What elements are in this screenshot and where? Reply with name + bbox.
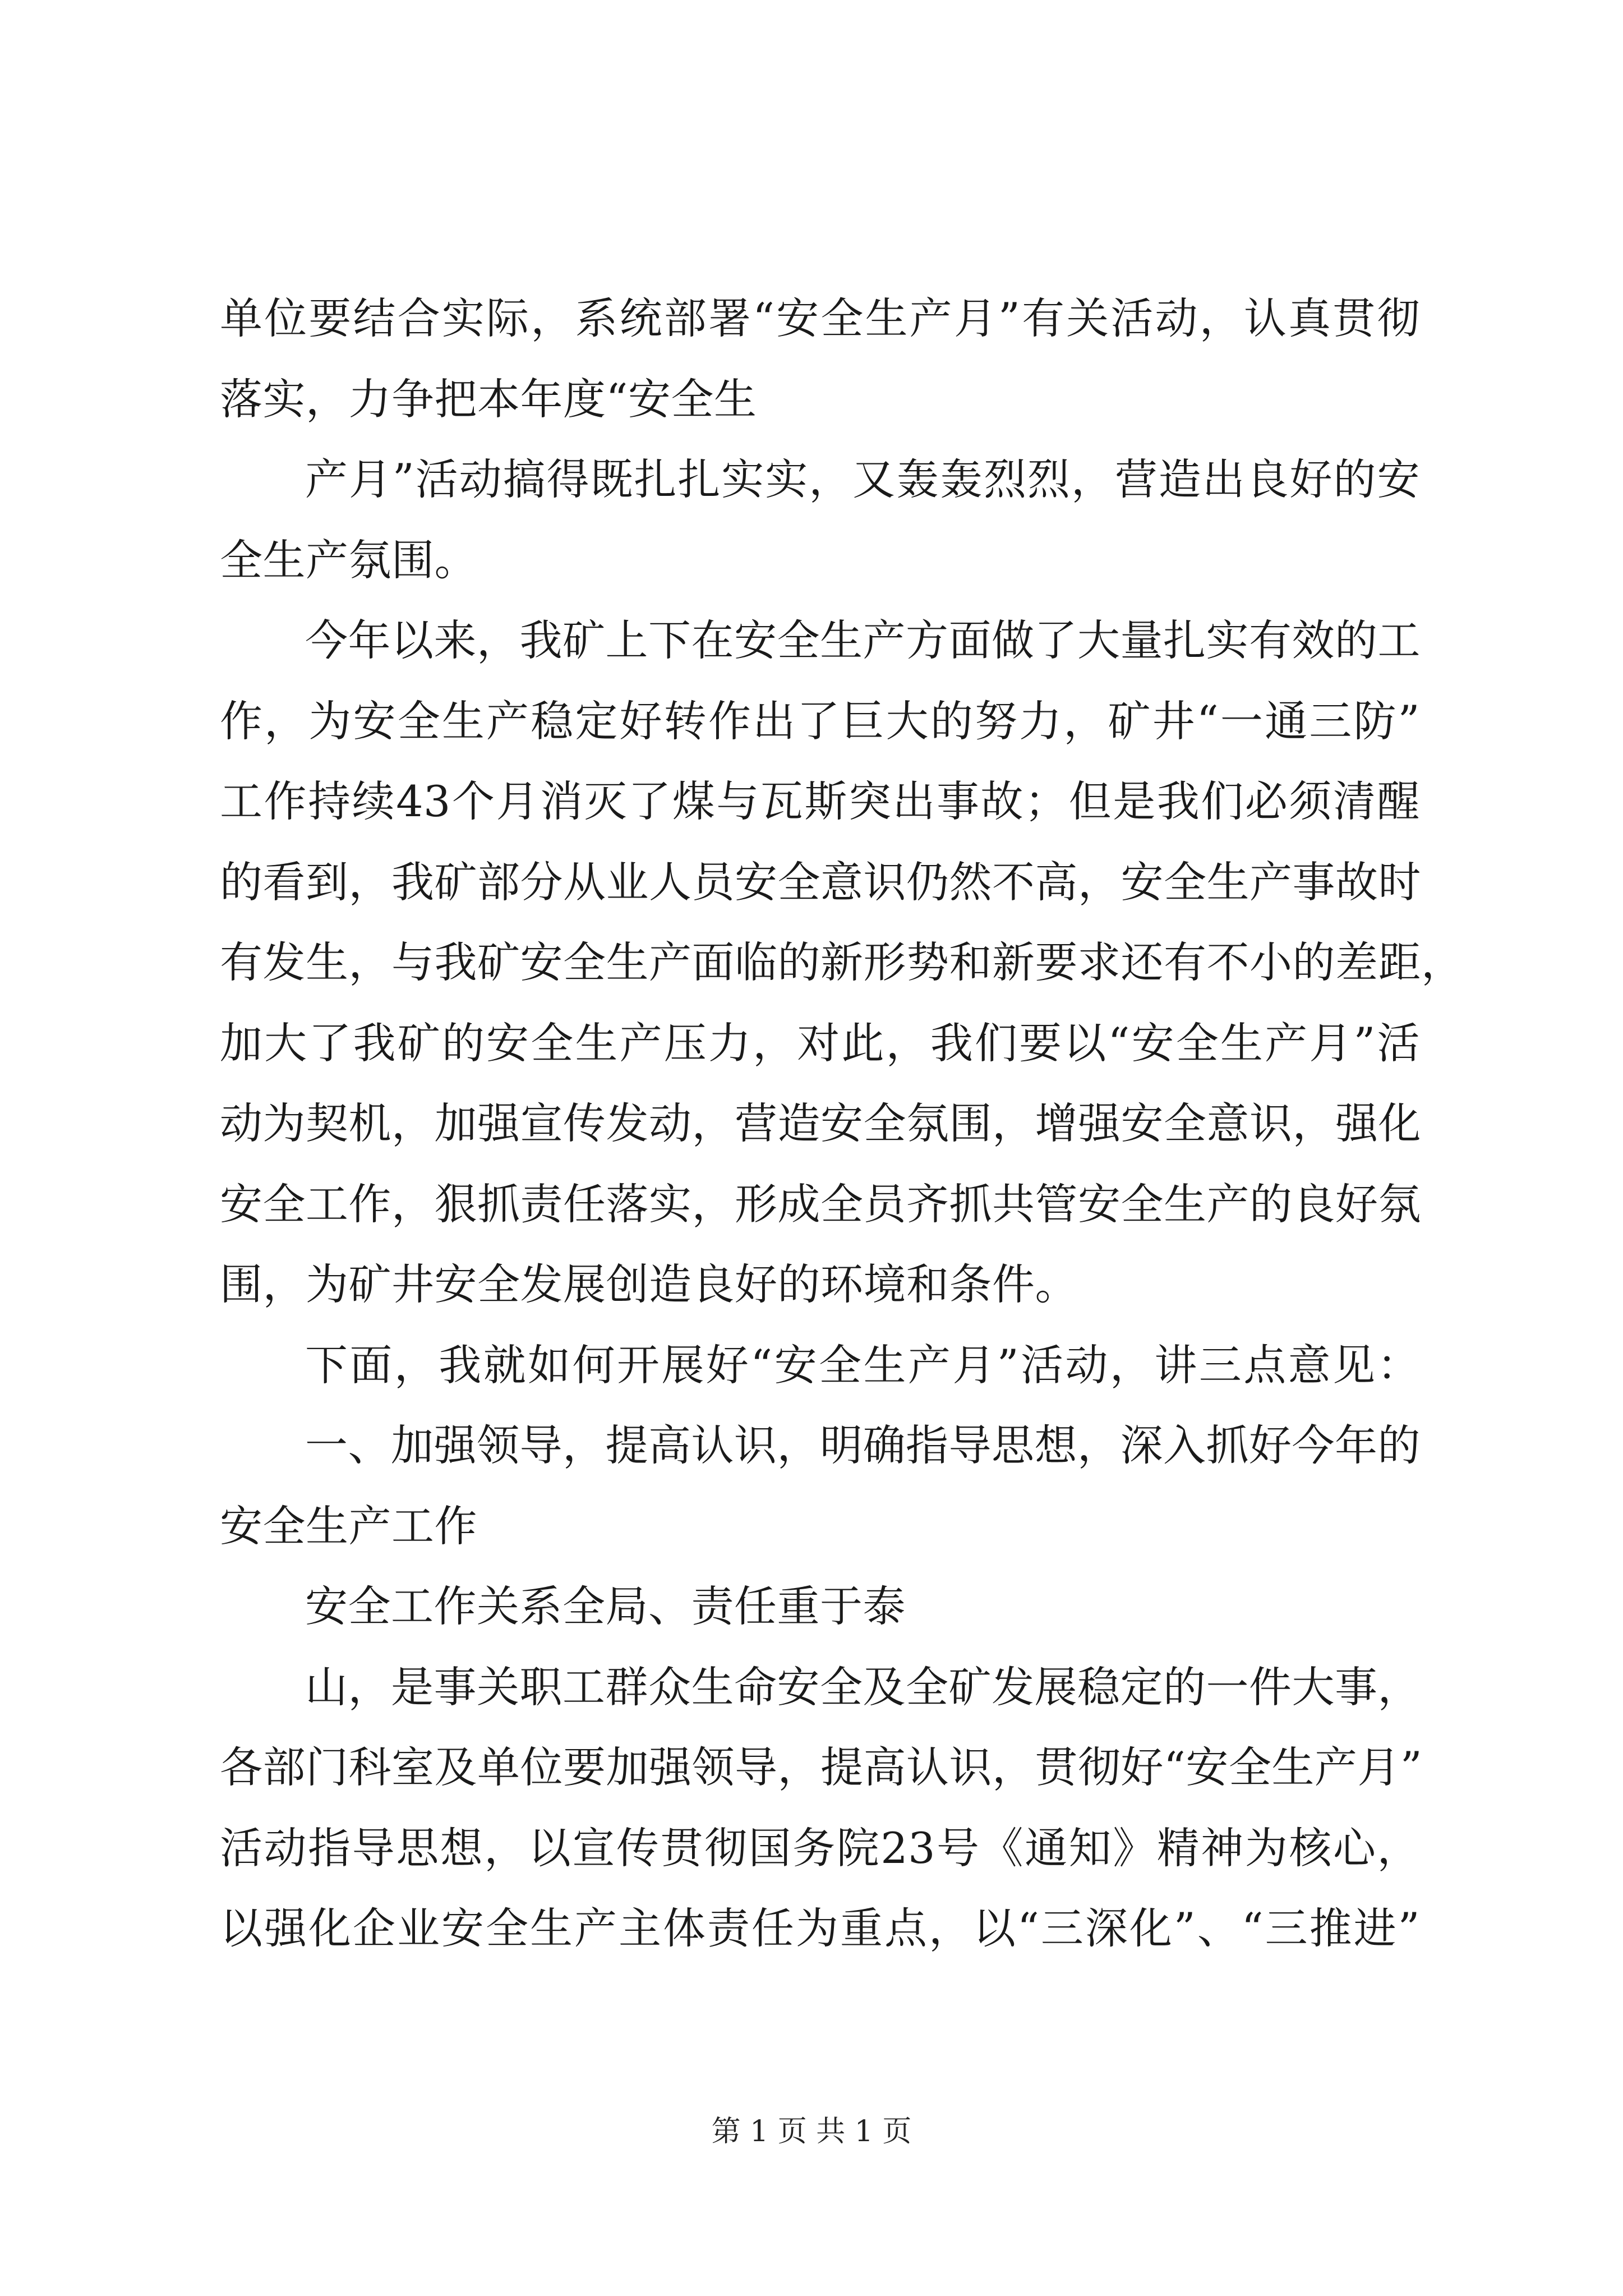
text-line: 各部门科室及单位要加强领导，提高认识，贯彻好“安全生产月” [220,1742,1423,1792]
text-line: 以强化企业安全生产主体责任为重点，以“三深化”、“三推进” [220,1903,1420,1953]
section-heading-line: 安全生产工作 [220,1501,477,1551]
text-line: 安全工作，狠抓责任落实，形成全员齐抓共管安全生产的良好氛 [220,1179,1421,1229]
text-line: 今年以来，我矿上下在安全生产方面做了大量扎实有效的工 [305,615,1421,665]
text-line: 全生产氛围。 [220,535,477,585]
section-heading-line: 一、加强领导，提高认识，明确指导思想，深入抓好今年的 [305,1420,1421,1470]
text-line: 山，是事关职工群众生命安全及全矿发展稳定的一件大事， [305,1662,1421,1712]
document-body [220,293,1464,1988]
text-line: 动为契机，加强宣传发动，营造安全氛围，增强安全意识，强化 [220,1098,1421,1148]
text-line: 作，为安全生产稳定好转作出了巨大的努力，矿井“一通三防” [220,696,1420,746]
text-line: 安全工作关系全局、责任重于泰 [305,1581,906,1631]
page-number-footer: 第 1 页 共 1 页 [711,2115,912,2148]
text-line: 有发生，与我矿安全生产面临的新形势和新要求还有不小的差距， [220,937,1464,987]
text-line: 产月”活动搞得既扎扎实实，又轰轰烈烈，营造出良好的安 [305,454,1420,504]
text-line: 落实，力争把本年度“安全生 [220,374,757,424]
text-line: 加大了我矿的安全生产压力，对此，我们要以“安全生产月”活 [220,1018,1420,1068]
text-line: 的看到，我矿部分从业人员安全意识仍然不高，安全生产事故时 [220,857,1421,907]
text-line: 单位要结合实际，系统部署“安全生产月”有关活动，认真贯彻 [220,293,1420,343]
text-line: 下面，我就如何开展好“安全生产月”活动，讲三点意见： [305,1340,1420,1390]
text-line: 活动指导思想，以宣传贯彻国务院23号《通知》精神为核心， [220,1823,1420,1873]
text-line: 围，为矿井安全发展创造良好的环境和条件。 [220,1259,1078,1309]
text-line: 工作持续43个月消灭了煤与瓦斯突出事故；但是我们必须清醒 [220,776,1420,826]
